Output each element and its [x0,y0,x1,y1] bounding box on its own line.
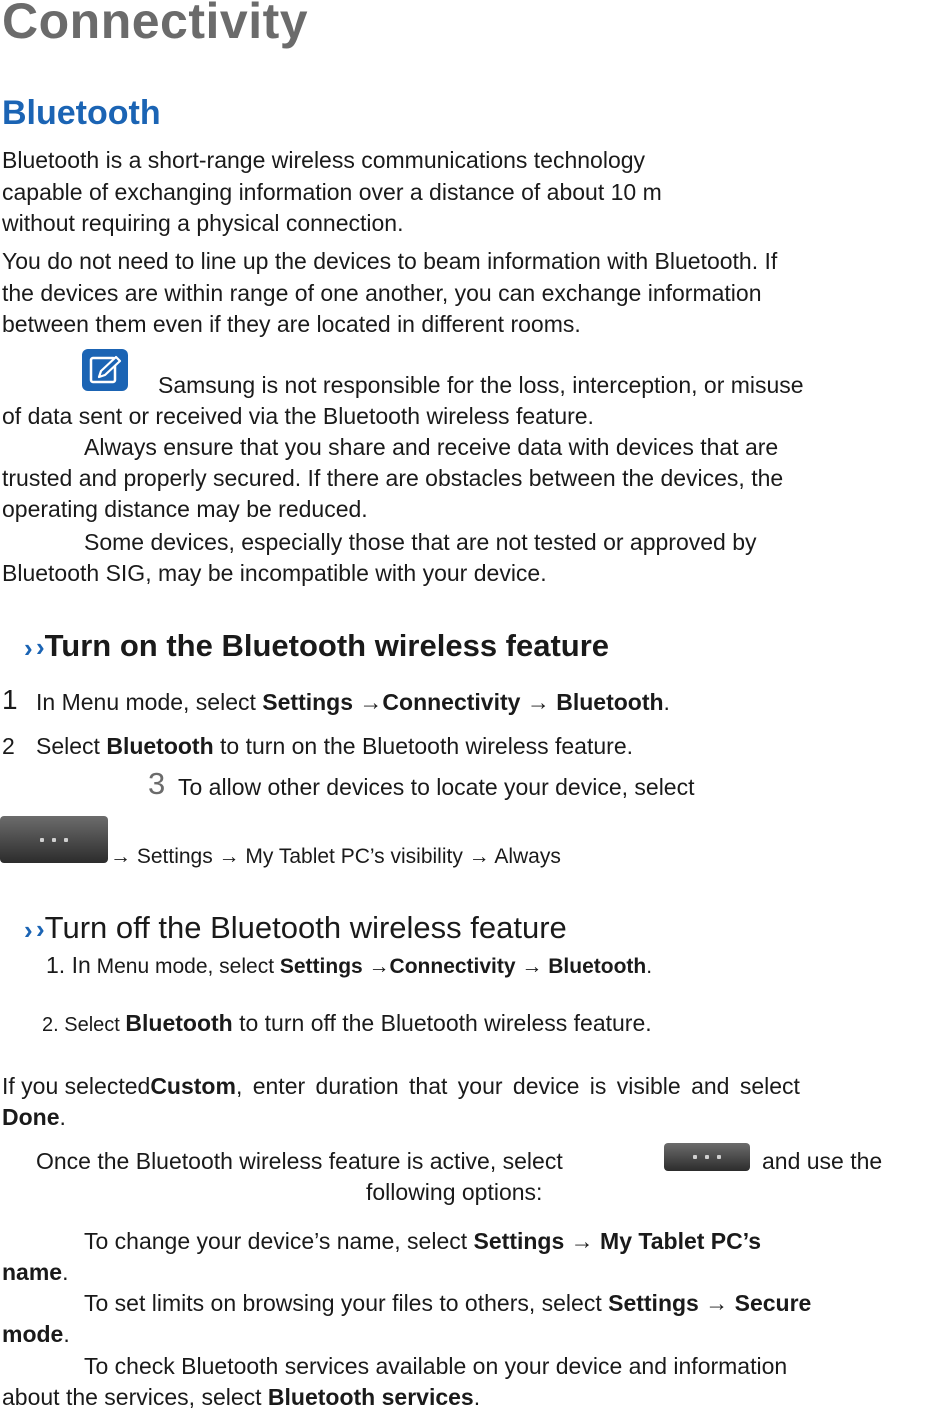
page-title: Connectivity [2,0,309,49]
custom-note-line [2,1102,66,1134]
turn-off-step-1 [46,952,652,979]
options-intro-text: following options: [366,1179,543,1205]
option-secure-mode [84,1288,811,1320]
arrow-separator: → [362,955,390,978]
step-text: In Menu mode, select [36,689,263,715]
menu-path-connectivity: Connectivity [382,689,521,715]
step-number: 3 [148,766,166,801]
menu-dot [705,1155,709,1159]
turn-off-heading [36,910,567,946]
turn-on-heading [36,628,609,664]
option-text: To set limits on browsing your files to others, select [84,1290,609,1316]
custom-option: Custom [150,1073,236,1099]
note-pen-icon [82,349,128,391]
option-text: about the services, select [2,1384,268,1410]
options-intro-text: and use the [762,1148,883,1174]
chevron-right-icon: › [36,632,45,662]
menu-path-settings: Settings [473,1228,565,1254]
option-rename-cont [2,1257,68,1289]
custom-note-punctuation: . [59,1104,66,1130]
note-text: of data sent or received via the Bluetooth wireless feature. [2,403,594,429]
step-number: 2 [2,733,15,759]
note-text: trusted and properly secured. If there are obstacles between the devices, the [2,465,784,491]
option-services: To check Bluetooth services available on your device and information [84,1353,788,1379]
chevron-right-icon: › [36,914,45,944]
menu-key-icon [0,816,108,863]
step-text: to turn on the Bluetooth wireless feature. [213,733,633,759]
paragraph-line: the devices are within range of one another, you can exchange information [2,279,762,306]
menu-dot [40,838,44,842]
menu-key-icon [664,1143,750,1171]
option-services-cont [2,1382,480,1414]
menu-path-settings: Settings [608,1290,699,1316]
section-marker-icon: › [24,915,33,945]
menu-path-secure-mode: mode [2,1321,64,1347]
turn-on-step-2 [36,731,633,763]
menu-path-settings: Settings [279,955,363,978]
step-punctuation: . [663,689,670,715]
option-punctuation: . [63,1321,70,1347]
note-text: Always ensure that you share and receive data with devices that are [84,434,779,460]
intro-line: without requiring a physical connection. [2,210,404,236]
menu-path-bluetooth: Bluetooth [548,955,647,978]
menu-path-tablet-name: My Tablet PC’s [600,1228,762,1254]
arrow-separator: → [353,689,383,715]
option-punctuation: . [62,1259,69,1285]
note-text: Some devices, especially those that are not tested or approved by [84,529,757,555]
option-secure-mode-cont [2,1319,70,1351]
note-text: Bluetooth SIG, may be incompatible with your device. [2,560,547,586]
arrow-separator: → [698,1290,735,1316]
step-text: Select [36,733,107,759]
done-option: Done [2,1104,60,1130]
step-text: Menu mode, select [90,955,280,978]
option-text: To change your device’s name, select [84,1228,474,1254]
custom-note-text: , enter duration that your device is visible and select [235,1073,800,1099]
intro-line: Bluetooth is a short-range wireless communications technology [2,147,646,173]
range-paragraph [2,246,777,341]
paragraph-line: between them even if they are located in different rooms. [2,311,581,337]
menu-path-bluetooth: Bluetooth [556,689,664,715]
options-intro-text: Once the Bluetooth wireless feature is active, select [36,1148,563,1174]
menu-path-settings: Settings [262,689,354,715]
arrow-separator: → [564,1228,601,1254]
menu-path-bluetooth-services: Bluetooth services [267,1384,474,1410]
menu-path-connectivity: Connectivity [389,955,516,978]
paragraph-line: You do not need to line up the devices to beam information with Bluetooth. If [2,248,778,274]
menu-path-tablet-name: name [2,1259,63,1285]
section-title: Bluetooth [2,94,161,132]
turn-on-heading-text: Turn on the Bluetooth wireless feature [44,628,610,663]
custom-note-line [2,1071,938,1103]
step-number: 1 [2,684,18,715]
section-marker-icon: › [24,633,33,663]
step-number: 1. In [46,952,91,978]
step-text: to turn off the Bluetooth wireless feature. [232,1010,652,1036]
menu-dot [52,838,56,842]
option-rename [84,1226,761,1258]
arrow-separator: → [515,955,549,978]
menu-dot [717,1155,721,1159]
note-text: operating distance may be reduced. [2,496,368,522]
menu-path-secure-mode: Secure [734,1290,812,1316]
visibility-menu-path: → Settings → My Tablet PC’s visibility → Always [110,845,561,868]
turn-off-step-2 [42,1010,652,1037]
intro-paragraph [2,145,662,240]
menu-path-bluetooth: Bluetooth [106,733,214,759]
option-punctuation: . [473,1384,481,1410]
step-punctuation: . [646,955,653,978]
intro-line: capable of exchanging information over a distance of about 10 m [2,178,662,205]
turn-off-heading-text: Turn off the Bluetooth wireless feature [44,910,567,945]
custom-note-text: If you selected [2,1073,151,1099]
menu-path-bluetooth: Bluetooth [125,1010,233,1036]
turn-on-step-3: To allow other devices to locate your device, select [178,774,695,800]
menu-dot [64,838,68,842]
menu-dot [693,1155,697,1159]
note-text: Samsung is not responsible for the loss, interception, or misuse [158,372,804,398]
turn-on-step-1 [36,687,670,719]
arrow-separator: → [520,689,557,715]
step-number: 2. Select [42,1014,126,1036]
